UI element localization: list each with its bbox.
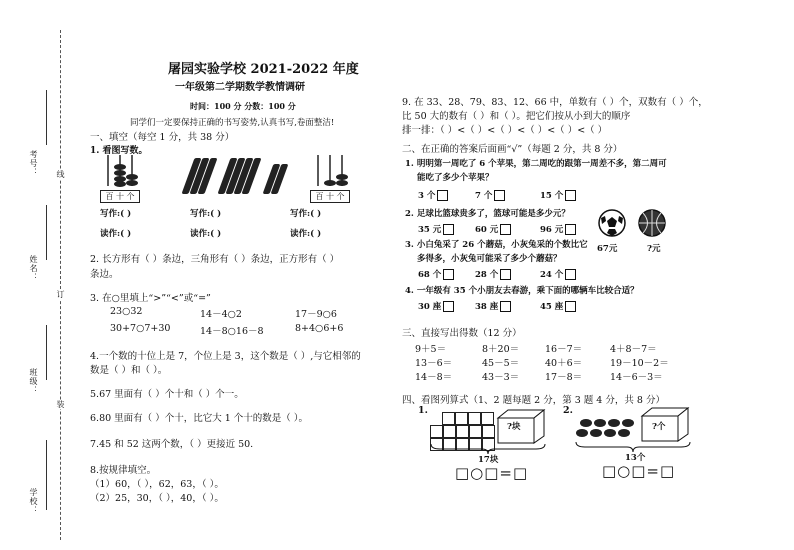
q4-line2: 数是（ ）和（ ）。 (90, 365, 168, 376)
q8-prompt: 8.按规律填空。 (90, 465, 157, 476)
abacus-2-rods (310, 153, 350, 187)
section3-heading: 三、直接写出得数（12 分） (402, 328, 522, 339)
q1-prompt: 1. 看图写数。 (90, 146, 148, 156)
calc-r3c2: 43－3＝ (482, 372, 520, 383)
calc-r1c1: 9＋5＝ (415, 344, 447, 355)
q8-line2: （2）25，30，（ ），40，（ ）。 (90, 493, 224, 504)
s2-q2-opt3-text: 96 元 (540, 225, 564, 235)
s2-q1-opt3 (540, 189, 576, 201)
equation-1: □○□=□ (455, 464, 529, 482)
q9-line2: 比 50 大的数有（ ）和（ ）。把它们按从小到大的顺序 (402, 111, 631, 122)
s2-q3-opt2-checkbox[interactable] (500, 269, 511, 280)
box-1-label: ?块 (507, 422, 521, 432)
q8-line1: （1）60，（ ），62，63，（ ）。 (90, 479, 224, 490)
calc-r2c2: 45－5＝ (482, 358, 520, 369)
s2-q3-opt1-text: 68 个 (418, 270, 442, 280)
calc-r1c2: 8＋20＝ (482, 344, 520, 355)
s2-q1-opt1 (418, 189, 448, 201)
binding-kaohao: 考号： (29, 150, 38, 177)
s2-q1-line2: 能吃了多少个苹果？ (417, 173, 494, 183)
s2-q1-line1: 1. 明明第一周吃了 6 个苹果，第二周吃的跟第一周差不多，第二周可 (405, 159, 667, 169)
s2-q1-opt3-text: 15 个 (540, 191, 564, 201)
section4-heading: 四、看图列算式（1、2 题每题 2 分，第 3 题 4 分，共 8 分） (402, 395, 665, 406)
dot-cluster (575, 418, 645, 438)
stick-bundles (188, 158, 284, 197)
calc-r3c3: 17－8＝ (545, 372, 583, 383)
box-1-icon (496, 408, 546, 444)
q3-item-3: 17－9○6 (295, 309, 337, 320)
exam-notice: 同学们一定要保持正确的书写姿势,认真书写,卷面整洁! (130, 118, 335, 128)
abacus-2 (310, 153, 350, 201)
write-1: 写作:( ) (100, 209, 132, 219)
read-2: 读作:( ) (190, 229, 222, 239)
q9-line3: 排一排：（ ）<（ ）<（ ）<（ ）<（ ）<（ ） (402, 125, 608, 136)
section2-heading: 二、在正确的答案后面画“√”（每题 2 分，共 8 分） (402, 144, 623, 155)
read-3: 读作:( ) (290, 229, 322, 239)
binding-underline-4 (46, 440, 47, 510)
q6: 6.80 里面有（ ）个十，比它大 1 个十的数是（ ）。 (90, 413, 309, 424)
q3-item-6: 8+4○6+6 (295, 323, 344, 334)
binding-xingming: 姓名： (29, 255, 38, 282)
binding-underline-3 (46, 325, 47, 380)
s2-q3-opt1-checkbox[interactable] (443, 269, 454, 280)
s2-q4-opt2-text: 38 座 (475, 302, 499, 312)
q3-item-2: 14－4○2 (200, 309, 242, 320)
soccer-price: 67元 (597, 244, 618, 254)
s2-q3-opt2 (475, 268, 511, 280)
write-2: 写作:( ) (190, 209, 222, 219)
q9-line1: 9. 在 33、28、79、83、12、66 中，单数有（ ）个，双数有（ ）个， (402, 97, 708, 108)
binding-ding: 订 (56, 290, 65, 299)
calc-r3c4: 14－6－3＝ (610, 372, 663, 383)
s2-q3-opt3-text: 24 个 (540, 270, 564, 280)
s2-q1-opt1-checkbox[interactable] (437, 190, 448, 201)
total-1-label: 17块 (478, 455, 499, 465)
s2-q1-opt3-checkbox[interactable] (565, 190, 576, 201)
total-2-label: 13个 (625, 453, 646, 463)
s2-q1-opt1-text: 3 个 (418, 191, 436, 201)
calc-r2c4: 19－10－2＝ (610, 358, 669, 369)
q3-item-4: 30+7○7+30 (110, 323, 171, 334)
s2-q3-opt2-text: 28 个 (475, 270, 499, 280)
binding-underline-2 (46, 205, 47, 260)
s2-q4-opt2 (475, 300, 511, 312)
s2-q1-opt2 (475, 189, 505, 201)
s2-q2-opt3 (540, 223, 576, 235)
q2-line1: 2. 长方形有（ ）条边，三角形有（ ）条边，正方形有（ ） (90, 254, 340, 265)
s2-q4-opt1 (418, 300, 454, 312)
q2-line2: 条边。 (90, 269, 119, 280)
s2-q2-opt2-checkbox[interactable] (500, 224, 511, 235)
q3-item-1: 23○32 (110, 306, 143, 317)
s2-q2-opt1-text: 35 元 (418, 225, 442, 235)
basketball-price: ?元 (647, 244, 661, 254)
s2-q2: 2. 足球比篮球贵多了，篮球可能是多少元？ (405, 209, 570, 219)
calc-r1c4: 4＋8－7＝ (610, 344, 657, 355)
write-3: 写作:( ) (290, 209, 322, 219)
abacus-1-label: 百 十 个 (100, 190, 140, 203)
s2-q4-opt3-text: 45 座 (540, 302, 564, 312)
section1-heading: 一、填空（每空 1 分，共 38 分） (90, 132, 235, 143)
s2-q2-opt2 (475, 223, 511, 235)
page-title: 屠园实验学校 2021-2022 年度 (168, 62, 359, 77)
s4-q1-number: 1. (418, 405, 428, 416)
s2-q1-opt2-checkbox[interactable] (494, 190, 505, 201)
q7: 7.45 和 52 这两个数，（ ）更接近 50. (90, 439, 254, 450)
s2-q4-opt3-checkbox[interactable] (565, 301, 576, 312)
binding-banji: 班级： (29, 368, 38, 395)
abacus-2-label: 百 十 个 (310, 190, 350, 203)
binding-xian: 线 (56, 170, 65, 179)
soccer-ball-icon (597, 208, 627, 238)
binding-xuexiao: 学校： (29, 488, 38, 515)
s2-q1-opt2-text: 7 个 (475, 191, 493, 201)
s2-q2-opt3-checkbox[interactable] (565, 224, 576, 235)
s2-q3-line1: 3. 小白兔采了 26 个蘑菇，小灰兔采的个数比它 (405, 240, 588, 250)
s2-q3-opt1 (418, 268, 454, 280)
s2-q4-opt2-checkbox[interactable] (500, 301, 511, 312)
s2-q4-opt3 (540, 300, 576, 312)
binding-dashed-line (60, 30, 61, 540)
calc-r1c3: 16－7＝ (545, 344, 583, 355)
read-1: 读作:( ) (100, 229, 132, 239)
s2-q2-opt2-text: 60 元 (475, 225, 499, 235)
s2-q3-line2: 多得多，小灰兔可能采了多少个蘑菇？ (417, 254, 562, 264)
s2-q3-opt3-checkbox[interactable] (565, 269, 576, 280)
abacus-1-rods (100, 153, 140, 187)
basketball-icon (637, 208, 667, 238)
calc-r3c1: 14－8＝ (415, 372, 453, 383)
exam-meta: 时间：100 分 分数：100 分 (190, 101, 296, 111)
calc-r2c1: 13－6＝ (415, 358, 453, 369)
s2-q2-opt1-checkbox[interactable] (443, 224, 454, 235)
s2-q4: 4. 一年级有 35 个小朋友去春游，乘下面的哪辆车比较合适？ (405, 286, 639, 296)
q5: 5.67 里面有（ ）个十和（ ）个一。 (90, 389, 244, 400)
page-subtitle: 一年级第二学期数学教情调研 (175, 82, 305, 93)
s4-q2-number: 2. (563, 405, 573, 416)
abacus-1 (100, 153, 140, 201)
q3-prompt: 3. 在○里填上“>”“<”或“=” (90, 293, 211, 304)
calc-r2c3: 40＋6＝ (545, 358, 583, 369)
binding-zhuang: 装 (56, 400, 65, 409)
s2-q4-opt1-text: 30 座 (418, 302, 442, 312)
q4-line1: 4.一个数的十位上是 7，个位上是 3，这个数是（ ）,与它相邻的 (90, 351, 361, 362)
binding-underline-1 (46, 90, 47, 145)
s2-q2-opt1 (418, 223, 454, 235)
box-2-label: ?个 (652, 422, 666, 432)
s2-q4-opt1-checkbox[interactable] (443, 301, 454, 312)
q3-item-5: 14－8○16－8 (200, 326, 264, 337)
s2-q3-opt3 (540, 268, 576, 280)
equation-2: □○□=□ (602, 462, 676, 480)
